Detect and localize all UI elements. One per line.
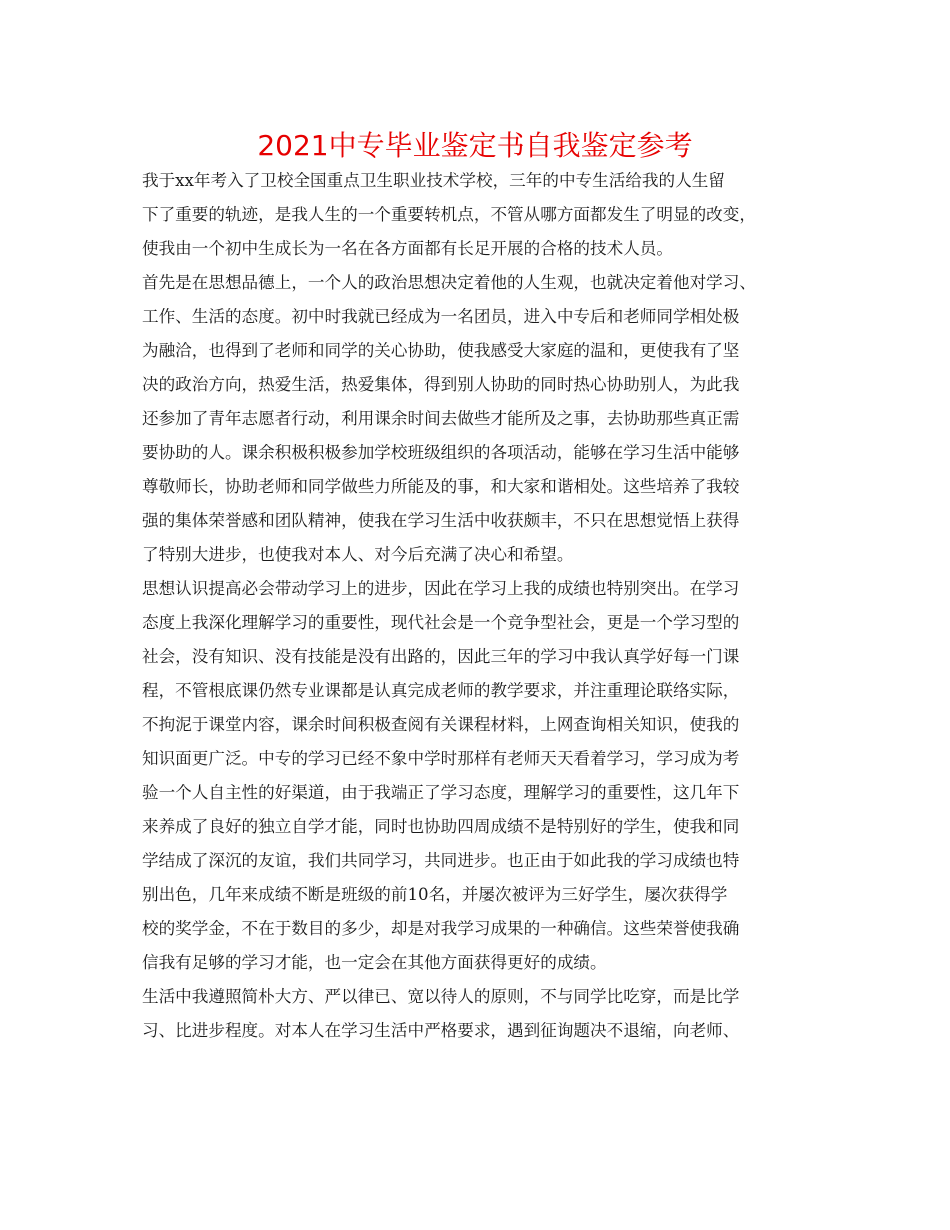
body-line: 程，不管根底课仍然专业课都是认真完成老师的教学要求，并注重理论联络实际，	[142, 681, 740, 700]
body-line: 不拘泥于课堂内容，课余时间积极查阅有关课程材料，上网查询相关知识，使我的	[142, 715, 740, 734]
body-line: 社会，没有知识、没有技能是没有出路的，因此三年的学习中我认真学好每一门课	[142, 647, 740, 666]
body-line: 习、比进步程度。对本人在学习生活中严格要求，遇到征询题决不退缩，向老师、	[142, 1021, 740, 1040]
body-line: 下了重要的轨迹，是我人生的一个重要转机点，不管从哪方面都发生了明显的改变，	[142, 205, 756, 224]
body-line: 使我由一个初中生成长为一名在各方面都有长足开展的合格的技术人员。	[142, 239, 673, 258]
body-line: 尊敬师长，协助老师和同学做些力所能及的事，和大家和谐相处。这些培养了我较	[142, 477, 740, 496]
body-line: 首先是在思想品德上，一个人的政治思想决定着他的人生观，也就决定着他对学习、	[142, 273, 756, 292]
body-line: 验一个人自主性的好渠道，由于我端正了学习态度，理解学习的重要性，这几年下	[142, 783, 740, 802]
body-line: 还参加了青年志愿者行动，利用课余时间去做些才能所及之事，去协助那些真正需	[142, 409, 740, 428]
body-line: 了特别大进步，也使我对本人、对今后充满了决心和希望。	[142, 545, 574, 564]
document-title: 2021中专毕业鉴定书自我鉴定参考	[257, 129, 693, 162]
body-line: 我于xx年考入了卫校全国重点卫生职业技术学校，三年的中专生活给我的人生留	[142, 171, 725, 190]
body-line: 要协助的人。课余积极积极参加学校班级组织的各项活动，能够在学习生活中能够	[142, 443, 740, 462]
body-line: 别出色，几年来成绩不断是班级的前10名，并屡次被评为三好学生，屡次获得学	[142, 885, 728, 904]
body-line: 工作、生活的态度。初中时我就已经成为一名团员，进入中专后和老师同学相处极	[142, 307, 740, 326]
document-body	[142, 164, 822, 1048]
body-line: 生活中我遵照简朴大方、严以律已、宽以待人的原则，不与同学比吃穿，而是比学	[142, 987, 740, 1006]
body-line: 来养成了良好的独立自学才能，同时也协助四周成绩不是特别好的学生，使我和同	[142, 817, 740, 836]
body-line: 学结成了深沉的友谊，我们共同学习，共同进步。也正由于如此我的学习成绩也特	[142, 851, 740, 870]
body-line: 思想认识提高必会带动学习上的进步，因此在学习上我的成绩也特别突出。在学习	[142, 579, 740, 598]
body-line: 决的政治方向，热爱生活，热爱集体，得到别人协助的同时热心协助别人，为此我	[142, 375, 740, 394]
body-line: 校的奖学金，不在于数目的多少，却是对我学习成果的一种确信。这些荣誉使我确	[142, 919, 740, 938]
body-line: 信我有足够的学习才能，也一定会在其他方面获得更好的成绩。	[142, 953, 607, 972]
body-line: 为融洽，也得到了老师和同学的关心协助，使我感受大家庭的温和，更使我有了坚	[142, 341, 740, 360]
body-line: 强的集体荣誉感和团队精神，使我在学习生活中收获颇丰，不只在思想觉悟上获得	[142, 511, 740, 530]
body-line: 知识面更广泛。中专的学习已经不象中学时那样有老师天天看着学习，学习成为考	[142, 749, 740, 768]
body-line: 态度上我深化理解学习的重要性，现代社会是一个竞争型社会，更是一个学习型的	[142, 613, 740, 632]
